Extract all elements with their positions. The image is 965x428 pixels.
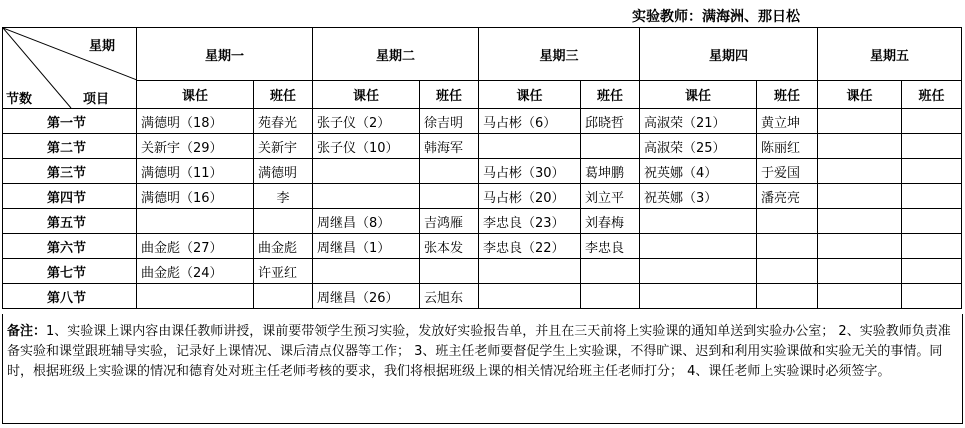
table-cell: 祝英娜（4） xyxy=(640,159,757,184)
table-cell: 邱晓哲 xyxy=(581,109,640,134)
table-cell: 苑春光 xyxy=(254,109,313,134)
sub-header-row xyxy=(3,81,962,109)
notes-text: 1、实验课上课内容由课任教师讲授，课前要带领学生预习实验，发放好实验报告单，并且在三天前将上实验课的通知单送到实验办公室； 2、实验教师负责准备实验和课堂跟班辅导实验，记录好上课情况、课后清点仪器等工作； 3、班主任老师要督促学生上实验课，不得旷课、迟到和利用实验课做和实验无关的事情。同时，根据班级上实验课的情况和德育处对班主任老师考核的要求，我们将根据班级上课的相关情况给班主任老师打分； 4、课任老师上实验课时必须签字。 xyxy=(7,324,951,379)
table-row xyxy=(3,134,962,159)
table-row xyxy=(3,284,962,309)
table-cell: 韩海军 xyxy=(420,134,479,159)
table-cell xyxy=(640,234,757,259)
table-row xyxy=(3,259,962,284)
table-cell: 张子仪（2） xyxy=(313,109,420,134)
table-row xyxy=(3,234,962,259)
table-cell xyxy=(479,259,581,284)
schedule-table xyxy=(2,27,962,309)
sub-header-course: 课任 xyxy=(818,81,902,109)
table-cell xyxy=(581,134,640,159)
table-cell xyxy=(902,109,962,134)
table-cell xyxy=(818,284,902,309)
table-cell: 高淑荣（21） xyxy=(640,109,757,134)
table-cell xyxy=(757,209,818,234)
table-cell xyxy=(902,284,962,309)
period-label: 第六节 xyxy=(3,234,137,259)
notes-label: 备注： xyxy=(7,324,47,339)
corner-cell xyxy=(3,28,137,109)
table-cell xyxy=(420,159,479,184)
table-cell: 云旭东 xyxy=(420,284,479,309)
table-cell xyxy=(818,209,902,234)
table-cell: 周继昌（26） xyxy=(313,284,420,309)
table-cell: 关新宇 xyxy=(254,134,313,159)
table-cell: 张子仪（10） xyxy=(313,134,420,159)
table-cell: 李忠良（23） xyxy=(479,209,581,234)
day-header-row xyxy=(3,28,962,81)
table-cell: 潘亮亮 xyxy=(757,184,818,209)
table-cell xyxy=(757,234,818,259)
table-cell: 陈丽红 xyxy=(757,134,818,159)
day-header-monday: 星期一 xyxy=(137,28,313,81)
table-cell xyxy=(479,284,581,309)
table-cell xyxy=(313,259,420,284)
table-cell: 祝英娜（3） xyxy=(640,184,757,209)
table-row xyxy=(3,159,962,184)
table-cell: 葛坤鹏 xyxy=(581,159,640,184)
table-cell xyxy=(640,259,757,284)
table-cell xyxy=(818,259,902,284)
table-row xyxy=(3,209,962,234)
table-cell xyxy=(902,234,962,259)
table-cell: 关新宇（29） xyxy=(137,134,254,159)
table-cell xyxy=(902,259,962,284)
sub-header-course: 课任 xyxy=(137,81,254,109)
notes-section xyxy=(2,314,963,424)
table-cell: 曲金彪（24） xyxy=(137,259,254,284)
table-cell: 高淑荣（25） xyxy=(640,134,757,159)
sub-header-course: 课任 xyxy=(479,81,581,109)
table-cell: 满德明（18） xyxy=(137,109,254,134)
table-cell: 许亚红 xyxy=(254,259,313,284)
table-cell: 周继昌（8） xyxy=(313,209,420,234)
table-cell: 李忠良 xyxy=(581,234,640,259)
table-cell xyxy=(902,209,962,234)
sub-header-class: 班任 xyxy=(757,81,818,109)
table-cell: 黄立坤 xyxy=(757,109,818,134)
table-cell xyxy=(254,209,313,234)
table-cell xyxy=(757,259,818,284)
period-label: 第五节 xyxy=(3,209,137,234)
sub-header-class: 班任 xyxy=(581,81,640,109)
corner-week-label: 星期 xyxy=(89,39,116,54)
table-cell: 周继昌（1） xyxy=(313,234,420,259)
table-cell: 刘立平 xyxy=(581,184,640,209)
table-cell xyxy=(640,284,757,309)
sub-header-class: 班任 xyxy=(902,81,962,109)
table-cell: 张本发 xyxy=(420,234,479,259)
table-cell xyxy=(313,184,420,209)
table-cell xyxy=(420,259,479,284)
table-cell xyxy=(581,259,640,284)
table-cell: 刘春梅 xyxy=(581,209,640,234)
table-cell xyxy=(640,209,757,234)
table-row xyxy=(3,109,962,134)
period-label: 第二节 xyxy=(3,134,137,159)
table-cell xyxy=(902,184,962,209)
day-header-tuesday: 星期二 xyxy=(313,28,479,81)
table-cell: 李忠良（22） xyxy=(479,234,581,259)
period-label: 第七节 xyxy=(3,259,137,284)
table-cell: 满德明（11） xyxy=(137,159,254,184)
day-header-friday: 星期五 xyxy=(818,28,962,81)
day-header-thursday: 星期四 xyxy=(640,28,818,81)
period-label: 第一节 xyxy=(3,109,137,134)
table-cell xyxy=(137,209,254,234)
sub-header-class: 班任 xyxy=(420,81,479,109)
table-cell: 徐吉明 xyxy=(420,109,479,134)
corner-item-label: 项目 xyxy=(83,92,110,107)
period-label: 第三节 xyxy=(3,159,137,184)
table-row xyxy=(3,184,962,209)
sub-header-class: 班任 xyxy=(254,81,313,109)
period-label: 第八节 xyxy=(3,284,137,309)
table-cell: 马占彬（30） xyxy=(479,159,581,184)
day-header-wednesday: 星期三 xyxy=(479,28,640,81)
table-cell: 于爱国 xyxy=(757,159,818,184)
table-cell xyxy=(818,109,902,134)
period-label: 第四节 xyxy=(3,184,137,209)
table-cell xyxy=(818,159,902,184)
table-cell xyxy=(902,134,962,159)
table-cell: 满德明 xyxy=(254,159,313,184)
table-cell xyxy=(757,284,818,309)
table-cell: 马占彬（6） xyxy=(479,109,581,134)
table-cell: 曲金彪 xyxy=(254,234,313,259)
table-cell: 满德明（16） xyxy=(137,184,254,209)
table-cell xyxy=(818,134,902,159)
sub-header-course: 课任 xyxy=(640,81,757,109)
table-cell xyxy=(137,284,254,309)
table-cell xyxy=(479,134,581,159)
teacher-line: 实验教师：满海洲、那日松 xyxy=(632,9,800,25)
table-cell xyxy=(902,159,962,184)
table-cell xyxy=(818,234,902,259)
table-cell: 曲金彪（27） xyxy=(137,234,254,259)
sub-header-course: 课任 xyxy=(313,81,420,109)
corner-period-label: 节数 xyxy=(6,92,33,107)
table-cell xyxy=(254,284,313,309)
table-cell xyxy=(818,184,902,209)
table-cell xyxy=(420,184,479,209)
table-cell: 马占彬（20） xyxy=(479,184,581,209)
table-cell xyxy=(313,159,420,184)
table-cell: 吉鸿雁 xyxy=(420,209,479,234)
table-cell xyxy=(581,284,640,309)
table-cell: 李 xyxy=(254,184,313,209)
